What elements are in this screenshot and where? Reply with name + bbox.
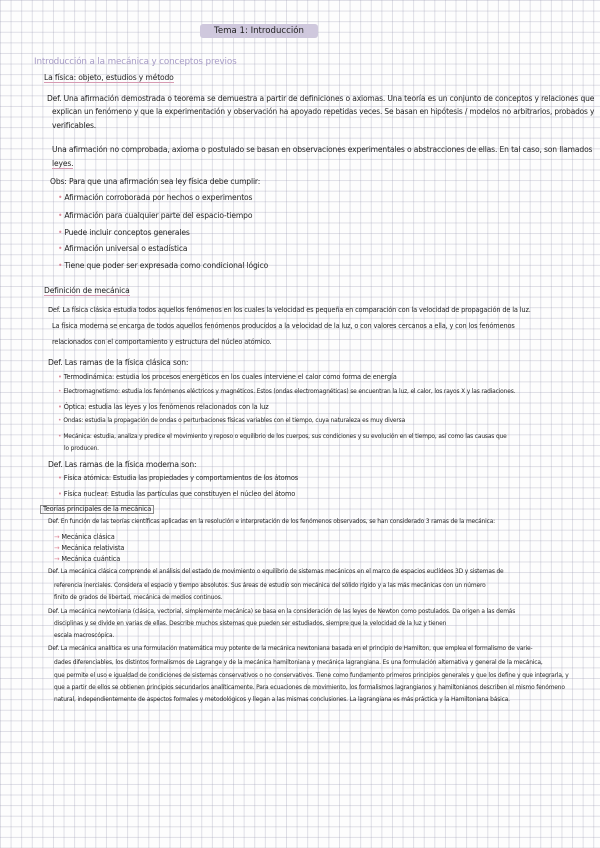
def-mecanica-newtoniana-line: Def. La mecánica newtoniana (clásica, vectorial, simplemente mecánica) se basa en la consideración de las leyes de Newton como postulados. Da origen a las demás [48,609,516,615]
bullet-icon: • [58,490,62,498]
list-item: → Mecánica cuántica [54,555,121,563]
list-item-continuation: lo producen. [64,446,99,452]
list-item: • Ondas: estudia la propagación de ondas o perturbaciones físicas variables con el tiempo, cuya naturaleza es muy diversa [58,418,406,424]
ramas-clasica-intro: Def. Las ramas de la física clásica son: [48,358,189,367]
def-teoria-line: Una afirmación no comprobada, axioma o postulado se basan en observaciones experimentales o abstracciones de ellas. En tal caso, son llamados [52,145,593,154]
subheading-mecanica: Definición de mecánica [44,286,130,295]
list-item: • Puede incluir conceptos generales [58,228,190,237]
list-item: • Física atómica: Estudia las propiedades y comportamientos de los átomos [58,474,299,482]
def-mecanica-clasica-line: finito de grados de libertad, mecánica de medios continuos. [54,595,223,601]
subheading-fisica: La física: objeto, estudios y método [44,73,174,82]
def-teoria-line: Def. Una afirmación demostrada o teorema se demuestra a partir de definiciones o axiomas. Una teoría es un conjunto de conceptos y relaciones que [47,94,595,103]
arrow-icon: → [54,533,60,541]
def-fisica-clasica-line: La física moderna se encarga de todos aquellos fenómenos producidos a la velocidad de la luz, o con valores cercanos a ella, y con los fenómenos [52,322,515,330]
def-mecanica-analitica-line: que a partir de ellos se obtienen principios secundarios analíticamente. Para ecuaciones de movimiento, los formalismos lagrangianos y hamiltonianos describen el mismo fenómeno [54,685,565,691]
bullet-icon: • [58,389,62,395]
bullet-icon: • [58,373,62,381]
list-item: • Física nuclear: Estudia las partículas que constituyen el núcleo del átomo [58,490,296,498]
def-mecanica-analitica-line: que permite el uso e igualdad de condiciones de sistemas conservativos o no conservativos. Tiene como fundamento primeros principios generales y que los define y que integrarla, y [54,673,569,679]
def-teoria-line: verificables. [52,121,97,130]
bullet-icon: • [58,434,62,440]
def-fisica-clasica-line: Def. La física clásica estudia todos aquellos fenómenos en los cuales la velocidad es pequeña en comparación con la velocidad de propagación de la luz. [48,306,531,314]
section-heading: Introducción a la mecánica y conceptos previos [34,57,237,67]
bullet-icon: • [58,403,62,411]
def-teoria-line: explican un fenómeno y que la experimentación y observación ha apoyado repetidas veces. Se basan en hipótesis / modelos no arbitrarios, probados y [52,107,595,116]
bullet-icon: • [58,244,63,253]
page-title: Tema 1: Introducción [200,24,318,38]
list-item: • Afirmación para cualquier parte del espacio-tiempo [58,211,253,220]
obs-ley-fisica: Obs: Para que una afirmación sea ley física debe cumplir: [50,177,261,186]
subheading-teorias: Teorías principales de la mecánica [40,505,154,514]
list-item: → Mecánica clásica [54,533,115,541]
list-item: • Mecánica: estudia, analiza y predice el movimiento y reposo o equilibrio de los cuerpos, sus condiciones y su evolución en el tiempo, así como las causas que [58,434,507,440]
bullet-icon: • [58,193,63,202]
list-item: → Mecánica relativista [54,544,125,552]
list-item: • Afirmación corroborada por hechos o experimentos [58,193,253,202]
def-mecanica-clasica-line: referencia inerciales. Considera el espacio y tiempo absolutos. Sus áreas de estudio son mecánica del sólido rígido y a las más mecánicas con un número [54,583,486,589]
ramas-moderna-intro: Def. Las ramas de la física moderna son: [48,460,197,469]
list-item: • Termodinámica: estudia los procesos energéticos en los cuales interviene el calor como forma de energía [58,373,397,381]
list-item: • Óptica: estudia las leyes y los fenómenos relacionados con la luz [58,403,269,411]
def-mecanica-newtoniana-line: escala macroscópica. [54,633,115,639]
def-mecanica-clasica-line: Def. La mecánica clásica comprende el análisis del estado de movimiento o equilibrio de sistemas mecánicos en el marco de espacios euclídeos 3D y sistemas de [48,569,504,575]
def-teorias-intro: Def. En función de las teorías científicas aplicadas en la resolución e interpretación de los fenómenos observados, se han considerado 3 ramas de la mecánica: [48,519,496,525]
bullet-icon: • [58,474,62,482]
bullet-icon: • [58,261,63,270]
def-mecanica-analitica-line: dades diferenciables, los distintos formalismos de Lagrange y de la mecánica hamiltoniana y mecánica lagrangiana. Es una formulación alternativa y general de la mecánica, [54,660,543,666]
bullet-icon: • [58,228,63,237]
def-teoria-line: leyes. [52,159,74,168]
arrow-icon: → [54,544,60,552]
bullet-icon: • [58,211,63,220]
list-item: • Electromagnetismo: estudia los fenómenos eléctricos y magnéticos. Estos (ondas electromagnéticas) se encuentran la luz, el calor, los rayos X y las radiaciones. [58,389,516,395]
def-mecanica-newtoniana-line: disciplinas y se divide en varias de ellas. Describe muchos sistemas que pueden ser estudiados, siempre que la velocidad de la luz y tienen [54,621,447,627]
list-item: • Tiene que poder ser expresada como condicional lógico [58,261,269,270]
arrow-icon: → [54,555,60,563]
def-fisica-clasica-line: relacionados con el comportamiento y estructura del núcleo atómico. [52,338,272,346]
bullet-icon: • [58,418,62,424]
def-mecanica-analitica-line: natural, independientemente de aspectos formales y metodológicos y llegan a las mismas conclusiones. La lagrangiana es más práctica y la Hamiltoniana básica. [54,697,510,703]
def-mecanica-analitica-line: Def. La mecánica analítica es una formulación matemática muy potente de la mecánica newtoniana basada en el principio de Hamilton, que emplea el formalismo de varie- [48,646,533,652]
list-item: • Afirmación universal o estadística [58,244,188,253]
